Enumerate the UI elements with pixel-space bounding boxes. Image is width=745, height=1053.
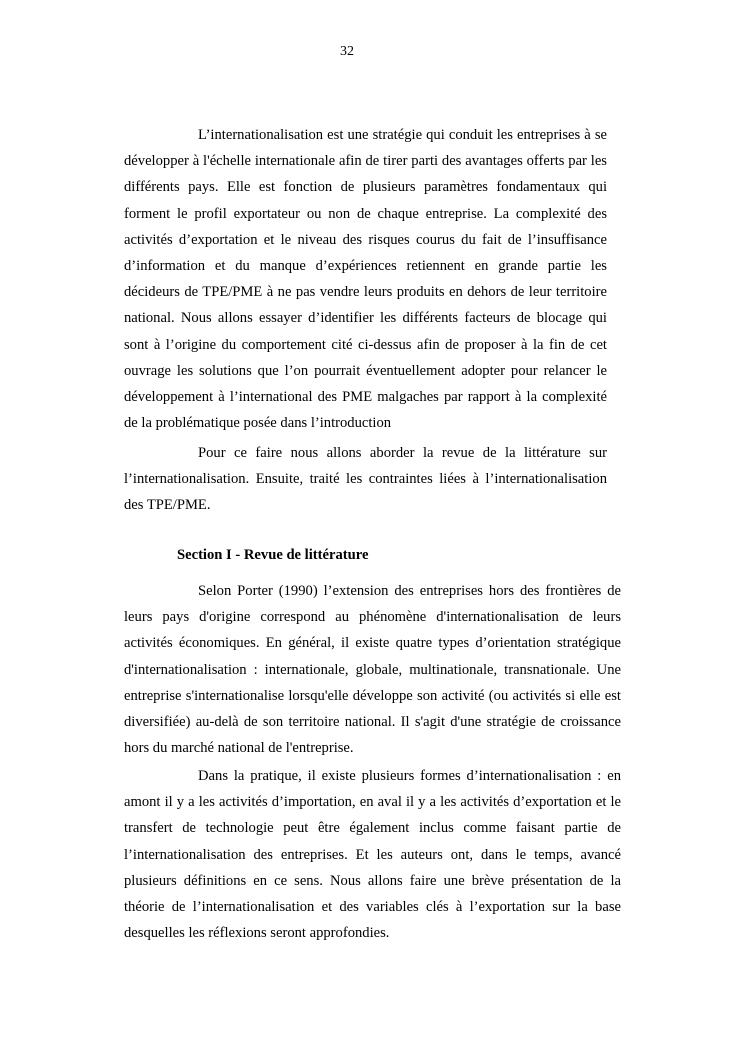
intro-paragraph-2: Pour ce faire nous allons aborder la revue de la littérature sur l’internationalisation. Ensuite, traité les contraintes liées à l’internationalisation des TPE/PME. bbox=[124, 445, 607, 514]
section-heading: Section I - Revue de littérature bbox=[177, 547, 369, 563]
section-paragraph-2: Dans la pratique, il existe plusieurs formes d’internationalisation : en amont il y a les activités d’importation, en aval il y a les activités d’exportation et le transfert de technologie peut être également inclus comme faisant partie de l’internationalisation des entreprises. Et les auteurs ont, dans le temps, avancé plusieurs définitions en ce sens. Nous allons faire une brève présentation de la théorie de l’internationalisation et des variables clés à l’exportation sur la base desquelles les réflexions seront approfondies. bbox=[124, 768, 621, 942]
intro-paragraph-1: L’internationalisation est une stratégie qui conduit les entreprises à se développer à l'échelle internationale afin de tirer parti des avantages offerts par les différents pays. Elle est fonction de plusieurs paramètres fondamentaux qui forment le profil exportateur ou non de chaque entreprise. La complexité des activités d’exportation et le niveau des risques courus du fait de l’insuffisance d’information et du manque d’expériences retiennent en grande partie les décideurs de TPE/PME à ne pas vendre leurs produits en dehors de leur territoire national. Nous allons essayer d’identifier les différents facteurs de blocage qui sont à l’origine du comportement cité ci-dessus afin de proposer à la fin de cet ouvrage les solutions que l’on pourrait éventuellement adopter pour relancer le développement à l’international des PME malgaches par rapport à la complexité de la problématique posée dans l’introduction bbox=[124, 127, 607, 432]
page-number: 32 bbox=[340, 44, 354, 59]
section-paragraph-1: Selon Porter (1990) l’extension des entreprises hors des frontières de leurs pays d'origine correspond au phénomène d'internationalisation de leurs activités économiques. En général, il existe quatre types d’orientation stratégique d'internationalisation : internationale, globale, multinationale, transnationale. Une entreprise s'internationalise lorsqu'elle développe son activité (ou activités si elle est diversifiée) au-delà de son territoire national. Il s'agit d'une stratégie de croissance hors du marché national de l'entreprise. bbox=[124, 583, 621, 757]
